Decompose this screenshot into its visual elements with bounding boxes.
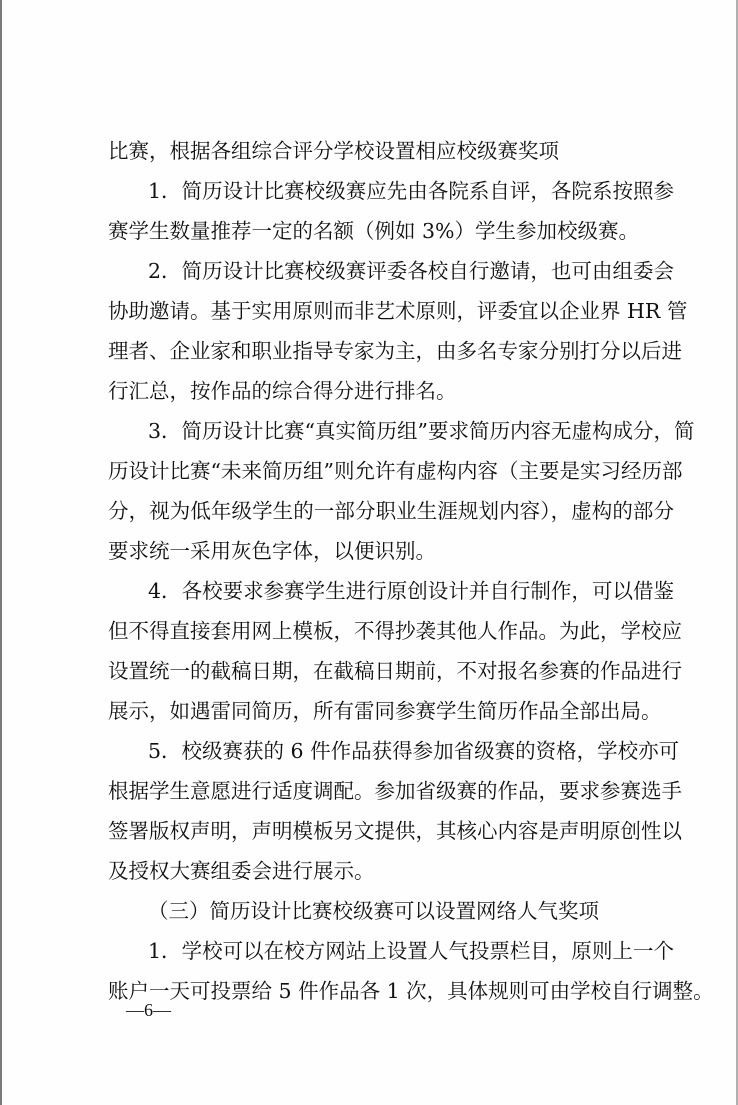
text-line: 3．简历设计比赛“真实简历组”要求简历内容无虚构成分，简 <box>148 419 695 443</box>
text-line: 分，视为低年级学生的一部分职业生涯规划内容），虚构的部分 <box>108 499 674 523</box>
text-line: 但不得直接套用网上模板，不得抄袭其他人作品。为此，学校应 <box>108 619 682 643</box>
text-line: 要求统一采用灰色字体，以便识别。 <box>108 539 436 563</box>
text-line: 1．学校可以在校方网站上设置人气投票栏目，原则上一个 <box>148 939 674 963</box>
text-line: 及授权大赛组委会进行展示。 <box>108 859 375 883</box>
text-line: 理者、企业家和职业指导专家为主，由多名专家分别打分以后进 <box>108 339 682 363</box>
text-line: 5．校级赛获的 6 件作品获得参加省级赛的资格，学校亦可 <box>148 739 680 763</box>
text-line: 历设计比赛“未来简历组”则允许有虚构内容（主要是实习经历部 <box>108 459 683 483</box>
text-line: 赛学生数量推荐一定的名额（例如 3%）学生参加校级赛。 <box>108 219 640 243</box>
text-line: 2．简历设计比赛校级赛评委各校自行邀请，也可由组委会 <box>148 259 674 283</box>
text-line: 协助邀请。基于实用原则而非艺术原则，评委宜以企业界 HR 管 <box>108 299 688 323</box>
text-line: 账户一天可投票给 5 件作品各 1 次，具体规则可由学校自行调整。 <box>108 979 714 1003</box>
text-line: 签署版权声明，声明模板另文提供，其核心内容是声明原创性以 <box>108 819 682 843</box>
text-line: 1．简历设计比赛校级赛应先由各院系自评，各院系按照参 <box>148 179 674 203</box>
text-line: 4．各校要求参赛学生进行原创设计并自行制作，可以借鉴 <box>148 579 674 603</box>
text-line: 根据学生意愿进行适度调配。参加省级赛的作品，要求参赛选手 <box>108 779 682 803</box>
section-heading: （三）简历设计比赛校级赛可以设置网络人气奖项 <box>148 899 599 923</box>
page-number: —6— <box>126 1000 171 1020</box>
text-line: 设置统一的截稿日期，在截稿日期前，不对报名参赛的作品进行 <box>108 659 682 683</box>
text-line: 行汇总，按作品的综合得分进行排名。 <box>108 379 457 403</box>
text-line: 比赛，根据各组综合评分学校设置相应校级赛奖项 <box>108 139 559 163</box>
document-body <box>108 131 714 1011</box>
text-line: 展示，如遇雷同简历，所有雷同参赛学生简历作品全部出局。 <box>108 699 662 723</box>
